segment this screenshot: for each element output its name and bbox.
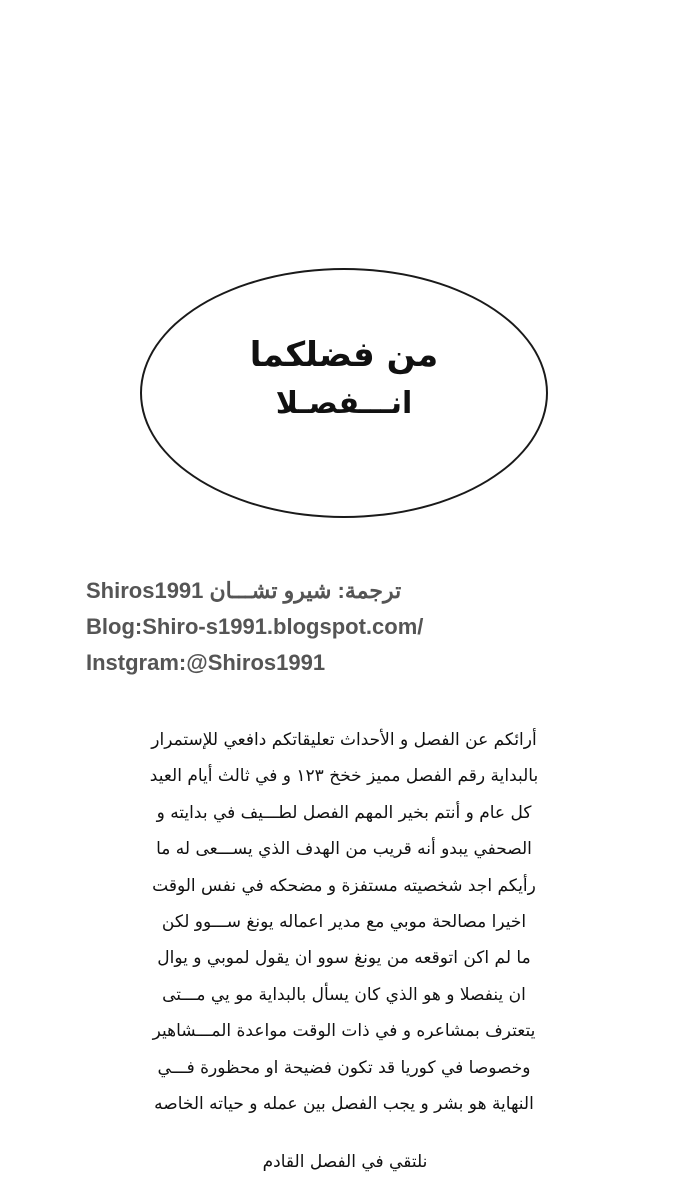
note-line: النهاية هو بشر و يجب الفصل بين عمله و حياته الخاصه [154, 1094, 534, 1115]
note-line: الصحفي يبدو أنه قريب من الهدف الذي يســـعى له ما [156, 839, 532, 860]
note-line: كل عام و أنتم بخير المهم الفصل لطـــيف في بدايته و [156, 802, 532, 823]
note-line: يتعترف بمشاعره و في ذات الوقت مواعدة المـــشاهير [152, 1021, 536, 1042]
instagram-credit: Instgram:@Shiros1991 [86, 650, 326, 675]
blog-credit: Blog:Shiro-s1991.blogspot.com/ [86, 614, 424, 639]
note-line: ما لم اكن اتوقعه من يونغ سوو ان يقول لموبي و يوال [157, 948, 531, 969]
note-line: وخصوصا في كوريا قد تكون فضيحة او محظورة فـــي [157, 1057, 531, 1078]
note-line: رأيكم اجد شخصيته مستفزة و مضحكه في نفس الوقت [152, 875, 536, 896]
translator-credits [86, 573, 506, 681]
closing-line: نلتقي في الفصل القادم [262, 1152, 428, 1172]
note-line: بالبداية رقم الفصل مميز خخخ ١٢٣ و في ثالث أيام العيد [149, 766, 539, 787]
translator-credit: ترجمة: شيرو تشـــان Shiros1991 [86, 578, 402, 603]
note-line: أرائكم عن الفصل و الأحداث تعليقاتكم دافعي للإستمرار [151, 730, 537, 750]
speech-bubble-line-1: من فضلكما [249, 335, 439, 375]
note-line: ان ينفصلا و هو الذي كان يسأل بالبداية مو يي مـــتى [162, 984, 526, 1005]
translator-note [88, 722, 600, 1122]
speech-bubble-line-2: انـــفصـلا [275, 386, 413, 421]
note-line: اخيرا مصالحة موبي مع مدير اعماله يونغ ســـوو لكن [161, 912, 527, 933]
speech-bubble-text [140, 330, 548, 428]
